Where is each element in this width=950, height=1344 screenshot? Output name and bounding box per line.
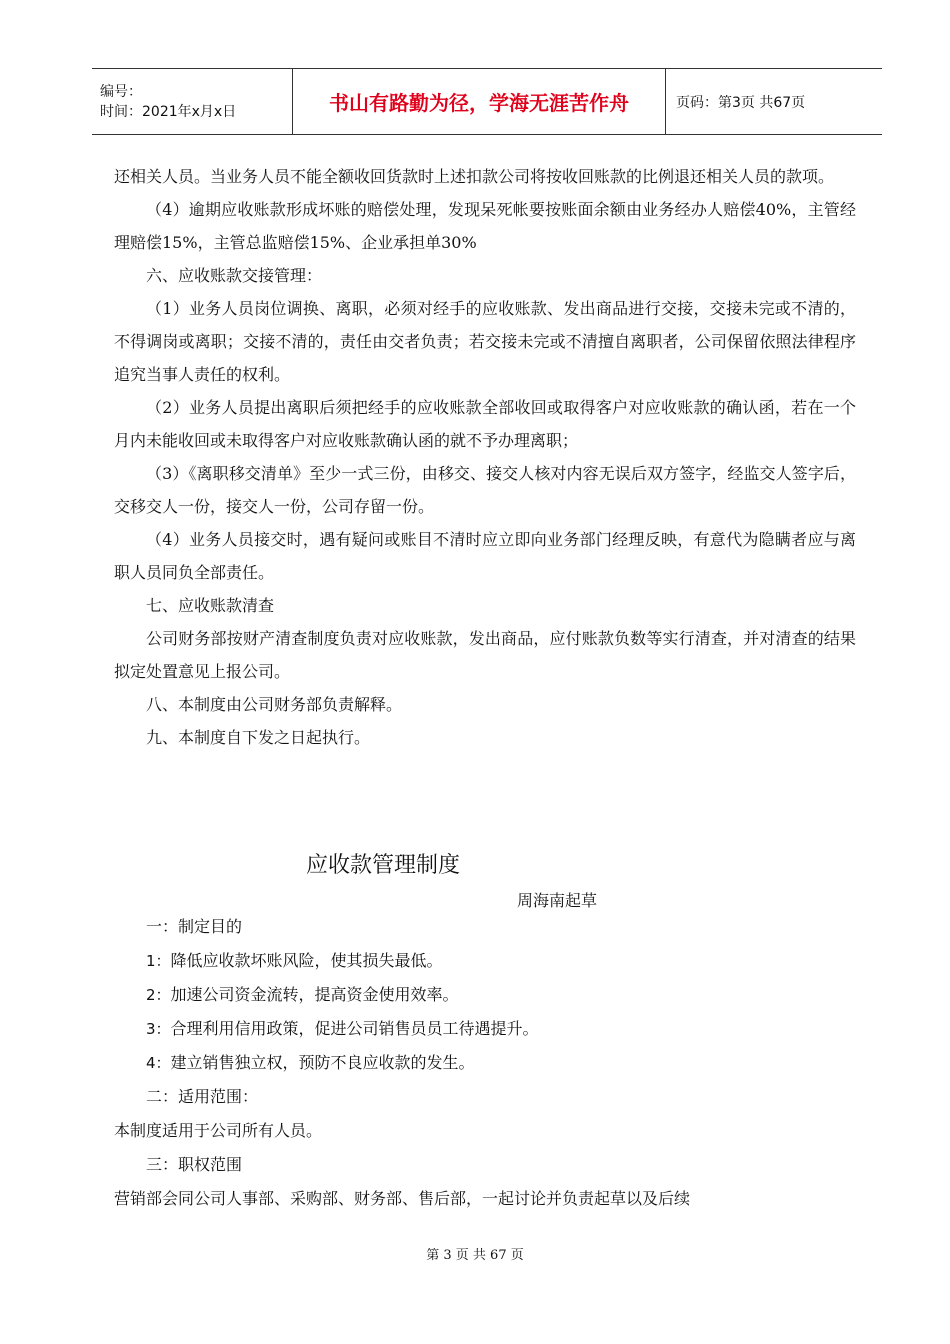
time-label: 时间：2021年x月x日	[100, 103, 237, 120]
header-meta	[92, 69, 293, 134]
paragraph: 六、应收账款交接管理：	[146, 266, 323, 285]
paragraph: （4）逾期应收账款形成坏账的赔偿处理，发现呆死帐要按账面余额由业务经办人赔偿40%，主管经理赔偿15%，主管总监赔偿15%、企业承担单30%	[114, 200, 856, 252]
list-item	[114, 978, 856, 1012]
item-number: 2：	[146, 986, 171, 1004]
paragraph: 八、本制度由公司财务部负责解释。	[146, 695, 403, 714]
motto: 书山有路勤为径，学海无涯苦作舟	[329, 91, 629, 115]
item-number: 1：	[146, 952, 171, 970]
doc-title: 应收款管理制度	[306, 853, 461, 878]
paragraph: （3）《离职移交清单》至少一式三份，由移交、接交人核对内容无误后双方签字，经监交人签字后，交移交人一份，接交人一份，公司存留一份。	[114, 464, 856, 516]
section-heading: 三：职权范围	[146, 1155, 243, 1174]
paragraph: 还相关人员。当业务人员不能全额收回货款时上述扣款公司将按收回账款的比例退还相关人员的款项。	[114, 167, 835, 186]
paragraph: 公司财务部按财产清查制度负责对应收账款，发出商品，应付账款负数等实行清查，并对清查的结果拟定处置意见上报公司。	[114, 629, 856, 681]
section-heading: 一：制定目的	[146, 917, 243, 936]
item-text: 建立销售独立权，预防不良应收款的发生。	[170, 1053, 475, 1072]
page-footer: 第 3 页 共 67 页	[426, 1248, 524, 1263]
paragraph: （4）业务人员接交时，遇有疑问或账目不清时应立即向业务部门经理反映，有意代为隐瞒者应与离职人员同负全部责任。	[114, 530, 856, 582]
section-heading: 二：适用范围：	[146, 1087, 259, 1106]
body-text	[114, 160, 856, 754]
page-header	[92, 68, 882, 135]
paragraph: （1）业务人员岗位调换、离职，必须对经手的应收账款、发出商品进行交接，交接未完或不清的，不得调岗或离职；交接不清的，责任由交者负责；若交接未完或不清擅自离职者，公司保留依照法律程序追究当事人责任的权利。	[114, 299, 856, 384]
item-text: 合理利用信用政策，促进公司销售员员工待遇提升。	[170, 1019, 539, 1038]
paragraph: 九、本制度自下发之日起执行。	[146, 728, 371, 747]
paragraph: 七、应收账款清查	[146, 596, 275, 615]
header-motto-cell	[293, 69, 666, 134]
section-text: 本制度适用于公司所有人员。	[114, 1121, 323, 1140]
list-item	[114, 1046, 856, 1080]
doc-author: 周海南起草	[517, 891, 598, 910]
purpose-section	[114, 910, 856, 1216]
item-text: 加速公司资金流转，提高资金使用效率。	[170, 985, 459, 1004]
header-page-info: 页码：第3页 共67页	[676, 94, 806, 111]
code-label: 编号：	[100, 83, 142, 100]
list-item	[114, 1012, 856, 1046]
section-text: 营销部会同公司人事部、采购部、财务部、售后部，一起讨论并负责起草以及后续	[114, 1189, 691, 1208]
item-text: 降低应收款坏账风险，使其损失最低。	[170, 951, 443, 970]
item-number: 4：	[146, 1054, 171, 1072]
list-item	[114, 944, 856, 978]
paragraph: （2）业务人员提出离职后须把经手的应收账款全部收回或取得客户对应收账款的确认函，若在一个月内未能收回或未取得客户对应收账款确认函的就不予办理离职；	[114, 398, 856, 450]
item-number: 3：	[146, 1020, 171, 1038]
